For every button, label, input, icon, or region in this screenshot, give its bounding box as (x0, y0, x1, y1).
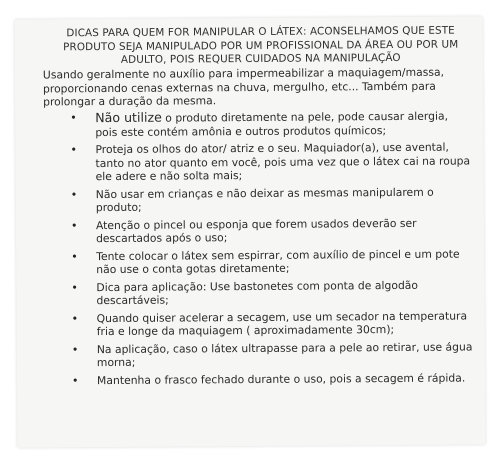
bullet-icon: • (71, 311, 79, 325)
bullet-icon: • (70, 187, 78, 201)
intro-paragraph (43, 65, 479, 109)
tip-text: Na aplicação, caso o látex ultrapasse para a pele ao retirar, use água (96, 340, 473, 356)
bullet-icon: • (70, 111, 77, 125)
bullet-icon: • (70, 218, 78, 232)
sheet-content (42, 24, 482, 391)
tip-text: produto; (95, 201, 142, 215)
tip-item (57, 371, 481, 388)
tip-item (56, 278, 480, 308)
tip-text: Dica para aplicação: Use bastonetes com ponta de algodão (96, 278, 419, 294)
intro-line: Usando geralmente no auxílio para impermeabilizar a maquiagem/massa, (42, 65, 445, 82)
tip-text: fria e longe da maquiagem ( aproximadamente 30cm); (96, 323, 395, 339)
bullet-icon: • (71, 373, 79, 387)
tip-text: pois este contém amônia e outros produtos químicos; (95, 123, 387, 139)
tip-text: descartados após o uso; (95, 231, 228, 246)
heading-line: PRODUTO SEJA MANIPULADO POR UM PROFISSIONAL DA ÁREA OU POR UM (63, 38, 459, 53)
tip-text: Atenção o pincel ou esponja que forem usados deverão ser (95, 216, 417, 232)
bullet-icon: • (71, 280, 78, 294)
tips-list (55, 109, 481, 388)
sheet-heading (43, 24, 479, 68)
tip-item (56, 216, 480, 246)
tip-text: Proteja os olhos do ator/ atriz e o seu. Maquiador(a), use avental, (95, 140, 449, 157)
tip-text: ele adere e não solta mais; (95, 169, 243, 184)
intro-line: prolongar a duração da mesma. (43, 94, 217, 109)
tip-item (57, 340, 481, 370)
tip-text: não use o conta gotas diretamente; (96, 262, 290, 277)
tip-lead: Não utilize (95, 109, 162, 126)
tip-text: Não usar em crianças e não deixar as mesmas manipularem o (95, 185, 434, 201)
tip-item (57, 309, 481, 339)
tip-item (55, 109, 479, 140)
tip-item (56, 185, 480, 215)
intro-line: proporcionando cenas externas na chuva, mergulho, etc... Também para (42, 79, 436, 96)
bullet-icon: • (70, 143, 77, 157)
instruction-sheet (15, 16, 486, 447)
tip-text: o produto diretamente na pele, pode causar alergia, (161, 109, 449, 125)
heading-line: ADULTO, POIS REQUER CUIDADOS NA MANIPULAÇÃO (120, 52, 401, 67)
tip-text: Tente colocar o látex sem espirrar, com auxílio de pincel e um pote (96, 247, 460, 263)
tip-item (55, 141, 479, 185)
bullet-icon: • (71, 249, 78, 263)
tip-text: descartáveis; (96, 293, 169, 308)
tip-item (56, 247, 480, 277)
heading-line: DICAS PARA QUEM FOR MANIPULAR O LÁTEX: ACONSELHAMOS QUE ESTE (66, 24, 455, 40)
bullet-icon: • (71, 342, 79, 356)
tip-text: Quando quiser acelerar a secagem, use um secador na temperatura (96, 309, 468, 325)
tip-text: morna; (96, 356, 136, 370)
tip-text: Mantenha o frasco fechado durante o uso, pois a secagem é rápida. (96, 371, 466, 387)
tip-text: tanto no ator quanto em você, pois uma vez que o látex cai na roupa (95, 154, 471, 170)
